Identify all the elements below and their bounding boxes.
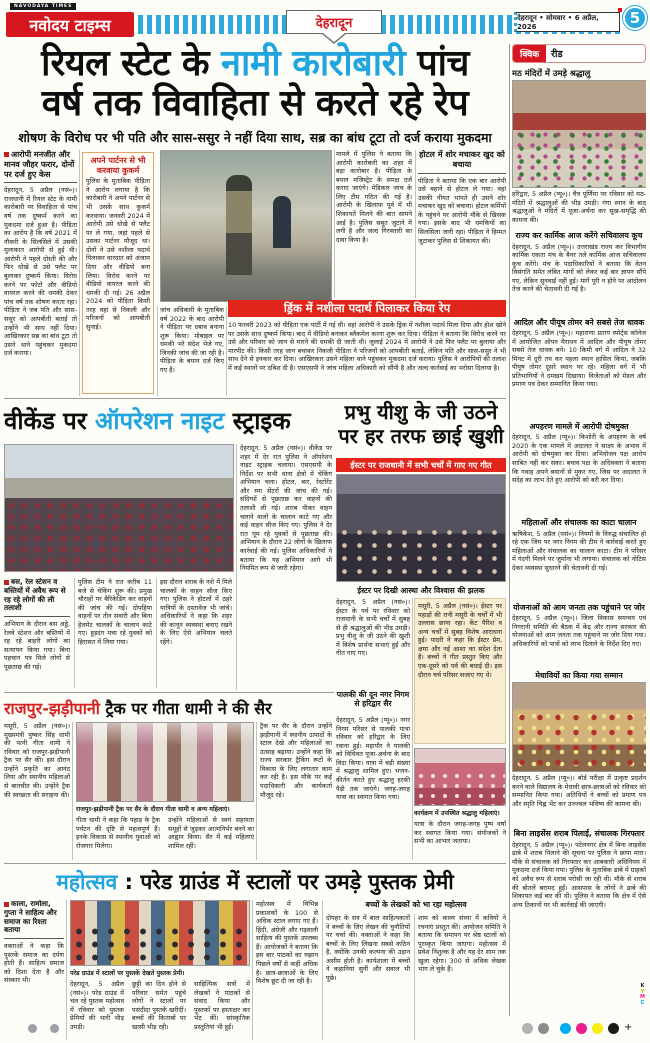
cmyk-c: C xyxy=(640,999,645,1006)
mahotsav-photo xyxy=(70,900,250,966)
printer-mark-black xyxy=(608,1023,619,1034)
rajpur-headline xyxy=(4,697,334,719)
weekend-col3-body: इस दौरान शराब के नशे में मिले चालकों के वाहन सीज किए गए। पुलिस ने होटलों में ठहरे यात्रियों के दस्तावेज भी जांचे। अधिकारियों ने कहा कि शहर की कानून व्यवस्था बनाए रखने के लिए ऐसे अभियान चलते रहेंगे। xyxy=(160,578,232,647)
box-headline: अपने पार्टनर से भी करवाया कुकर्म xyxy=(90,156,146,175)
quick-item-headline: राज्य कर कार्मिक आज करेंगे सचिवालय कूच xyxy=(515,231,643,241)
congregation-pattern xyxy=(337,526,505,581)
lead-underphoto-body: जांच अधिकारी के मुताबिक वर्ष 2022 के बाद आरोपी ने पीड़िता पर दबाव बनाना शुरू किया। मोबाइल पर धमकी भरे संदेश भेजे गए, जिनकी जांच की जा रही है। पीड़िता के बयान दर्ज किए गए हैं। xyxy=(160,306,224,375)
rajpur-photo-caption: राजपुर-झड़ीपानी ट्रैक पर सैर के दौरान गीता धामी व अन्य महिलाएं। xyxy=(76,806,230,813)
column-rule xyxy=(72,722,73,860)
rajpur-u2-body: उन्होंने महिलाओं से स्वयं सहायता समूहों से जुड़कर आत्मनिर्भर बनने का आह्वान किया। सैर में कई महिलाएं शामिल रहीं। xyxy=(168,816,254,850)
lead-side-body: देहरादून, 5 अप्रैल (नसं०)। राजधानी में रियल स्टेट के नामी कारोबारी पर विवाहिता से पांच वर्ष तक दुष्कर्म करने का मुकदमा दर्ज हुआ है। पीड़िता का आरोप है कि वर्ष 2021 में नौकरी के सिलसिले में उसकी मुलाकात आरोपी से हुई थी। आरोपी ने पहले दोस्ती की और फिर धोखे से उसे फ्लैट पर बुलाकर दुष्कर्म किया। विरोध करने पर फोटो और वीडियो वायरल करने की धमकी देकर पांच वर्ष तक शोषण करता रहा। पीड़िता ने जब पति और सास-ससुर को आपबीती बताई तो उन्होंने भी साथ नहीं दिया। आखिरकार सब्र का बांध टूटा तो उसने थाने पहुंचकर मुकदमा दर्ज कराया। xyxy=(4,186,77,358)
printer-mark-dot xyxy=(538,1023,549,1034)
bullet-icon xyxy=(4,902,9,907)
rajpur-right-body: ट्रैक पर सैर के दौरान उन्होंने झड़ीपानी में स्थानीय उत्पादों के स्टाल देखे और महिलाओं का उत्साह बढ़ाया। उन्होंने कहा कि राज्य सरकार ट्रैकिंग रूटों के विकास के लिए लगातार काम कर रही है। इस मौके पर कई पदाधिकारी और कार्यकर्ता मौजूद रहे। xyxy=(260,722,332,799)
registration-cross-icon: + xyxy=(624,1022,633,1033)
hotel-body: पीड़िता ने बताया कि एक बार आरोपी उसे बहाने से होटल ले गया। वहां उसकी नीयत भांपते ही उसने शोर मचाकर खुद को बचाया। होटल कर्मियों के पहुंचने पर आरोपी मौके से खिसक गया। इसके बाद भी धमकियों का सिलसिला जारी रहा। पीड़िता ने हिम्मत जुटाकर पुलिस से शिकायत की। xyxy=(418,176,506,245)
column-rule xyxy=(252,900,253,1040)
quick-lead-body: हरिद्वार, 5 अप्रैल (प्यू०)। चैत्र पूर्णिमा पर रविवार को मठ-मंदिरों में श्रद्धालुओं की भीड़ उमड़ी। गंगा स्नान के बाद श्रद्धालुओं ने मंदिरों में पूजा-अर्चना कर सुख-समृद्धि की कामना की। xyxy=(512,190,646,224)
person-figure xyxy=(273,196,291,248)
lead-subhead: शोषण के विरोध पर भी पति और सास-ससुर ने नहीं दिया साथ, सब्र का बांध टूटा तो दर्ज कराया मुकदमा xyxy=(18,130,492,145)
hotel-subhead: होटल में शोर मचाकर खुद को बचाया xyxy=(419,150,505,169)
rajpur-u1-body: गीता धामी ने कहा कि पहाड़ के ट्रैक पर्यटन की दृष्टि से महत्वपूर्ण हैं। इनके विकास से स्थानीय युवाओं को रोजगार मिलेगा। xyxy=(76,816,160,850)
printer-mark-dot xyxy=(50,1024,59,1033)
visitors-pattern xyxy=(71,925,249,965)
quick-item-body: देहरादून, 5 अप्रैल (प्यू०)। किशोरी के अपहरण के वर्ष 2020 के एक मामले में अदालत ने साक्ष्य के अभाव में आरोपी को दोषमुक्त कर दिया। अभियोजन पक्ष आरोप साबित नहीं कर सका। बचाव पक्ष के अधिवक्ता ने बताया कि गवाह अपने बयानों से मुकर गए, जिस पर अदालत ने संदेह का लाभ देते हुए आरोपी को बरी कर दिया। xyxy=(512,433,646,485)
awardees-pattern xyxy=(513,710,646,772)
weekend-side-headline: बस, रेल स्टेशन व बस्तियों में अवैध रूप से रह रहे लोगों की ली तलाशी xyxy=(4,578,66,613)
quick-item-body: देहरादून, 5 अप्रैल (प्यू०)। महाराणा प्रताप स्पोर्ट्स कॉलेज में आयोजित ओपन मैराथन में आदिल और पीयूष तोमर सबसे तेज धावक बने। 10 किमी वर्ग में आदिल ने 32 मिनट में दूरी तय कर पहला स्थान हासिल किया, जबकि पीयूष तोमर दूसरे स्थान पर रहे। महिला वर्ग में भी प्रतिभागियों ने दमखम दिखाया। विजेताओं को मेडल और प्रमाण पत्र देकर सम्मानित किया गया। xyxy=(512,328,646,389)
red-square-icon xyxy=(618,8,622,12)
edition-tab-pointer-fill xyxy=(323,33,345,42)
column-rule xyxy=(414,914,415,1040)
easter-headline xyxy=(336,400,506,448)
mahotsav-headline-highlight: महोत्सव xyxy=(56,870,118,894)
box-body: पुलिस के मुताबिक पीड़िता ने आरोप लगाया है कि कारोबारी ने अपने पार्टनर से भी उसके साथ कुकर्म करवाया। जनवरी 2024 में आरोपी उसे धोखे से फ्लैट पर ले गया, जहां पहले से उसका पार्टनर मौजूद था। दोनों ने उसे नशीला पदार्थ पिलाकर वारदात को अंजाम दिया और वीडियो बना लिया। विरोध करने पर वीडियो वायरल करने की धमकी दी गई। 26 अप्रैल 2024 को पीड़िता किसी तरह वहां से निकली और परिजनों को आपबीती सुनाई। xyxy=(86,177,150,332)
mahotsav-c2-body: शाम को काव्य संध्या में कवियों ने रचनाएं प्रस्तुत कीं। आयोजन समिति ने बताया कि समापन पर श्रेष्ठ स्टालों को पुरस्कृत किया जाएगा। महोत्सव में प्रवेश निशुल्क है और यह देर शाम तक खुला रहेगा। 300 से अधिक लेखक भाग ले चुके हैं। xyxy=(418,914,506,974)
quick-lead-headline: मठ मंदिरों में उमड़े श्रद्धालु xyxy=(512,68,591,78)
easter-headline-line1: प्रभु यीशु के जी उठने xyxy=(344,400,498,424)
rajpur-col1-body: मसूरी, 5 अप्रैल (नसं०)। मुख्यमंत्री पुष्कर सिंह धामी की पत्नी गीता धामी ने रविवार को राजपुर-झड़ीपानी ट्रैक पर सैर की। इस दौरान उन्होंने प्रकृति का आनंद लिया और स्थानीय महिलाओं से बातचीत की। उन्होंने ट्रैक की स्वच्छता की सराहना की। xyxy=(4,722,70,799)
easter-photo-caption: कार्यक्रम में उपस्थित श्रद्धालु महिलाएं। xyxy=(414,810,500,817)
lead-headline-line2: वर्ष तक विवाहिता से करते रहे रेप xyxy=(41,83,469,125)
lead-headline-part1: रियल स्टेट के xyxy=(41,43,222,84)
section-divider xyxy=(4,863,506,864)
quick-item-headline: योजनाओं को आम जनता तक पहुंचाने पर जोर xyxy=(513,602,645,612)
quick-item-body: देहरादून, 5 अप्रैल (प्यू०)। पटेलनगर क्षेत्र में बिना लाइसेंस ढाबे में शराब पिलाने की सूचना पर पुलिस ने छापा मारा। मौके से संचालक को गिरफ्तार कर आबकारी अधिनियम में मुकदमा दर्ज किया गया। पुलिस के मुताबिक ढाबे में ग्राहकों को अवैध रूप से शराब परोसी जा रही थी। मौके से शराब की बोतलें बरामद हुईं। आसपास के लोगों ने ढाबे की शिकायत कई बार की थी। पुलिस ने बताया कि क्षेत्र में ऐसे अन्य ठिकानों पर भी कार्रवाई की जाएगी। xyxy=(512,840,646,909)
easter-small-photo xyxy=(414,748,506,806)
devotees-pattern xyxy=(513,129,646,187)
crowd-pattern xyxy=(5,500,233,571)
printer-mark-yellow xyxy=(592,1023,603,1034)
newspaper-logo: नवोदय टाइम्स xyxy=(6,12,134,37)
photo-highlight xyxy=(77,723,253,746)
rajpur-headline-rest: ट्रैक पर गीता धामी ने की सैर xyxy=(99,699,272,718)
quick-item-body: देहरादून, 5 अप्रैल (प्यू०)। उत्तराखंड राज्य कर विभागीय कार्मिक एकता मंच के बैनर तले कार्मिक आज सचिवालय कूच करेंगे। मंच के पदाधिकारियों ने बताया कि वेतन विसंगति समेत लंबित मांगों को लेकर कई बार ज्ञापन सौंपे गए, लेकिन सुनवाई नहीं हुई। मांगें पूरी न होने पर आंदोलन तेज करने की चेतावनी दी गई है। xyxy=(512,242,646,294)
section-divider xyxy=(4,398,506,399)
lead-headline xyxy=(4,44,506,125)
printer-mark-dot xyxy=(522,1023,533,1034)
quick-read-tag: क्विक xyxy=(513,44,546,63)
quick-item-headline: आदिल और पीयूष तोमर बने सबसे तेज धावक xyxy=(513,317,645,327)
column-rule xyxy=(236,444,237,690)
mahotsav-col2-body: महोत्सव में विभिन्न प्रकाशकों के 100 से अधिक स्टाल लगाए गए हैं। हिंदी, अंग्रेजी और गढ़वाली साहित्य की पुस्तकें उपलब्ध हैं। आयोजकों ने बताया कि इस बार पाठकों का रुझान पिछले वर्षों से कहीं अधिक है। छात्र-छात्राओं के लिए विशेष छूट दी जा रही है। xyxy=(256,900,318,986)
easter-beige-box xyxy=(414,598,506,744)
column-rule xyxy=(74,578,75,688)
quick-read-header xyxy=(512,44,646,63)
easter-box-body: मसूरी, 5 अप्रैल (नसं०)। ईस्टर पर पहाड़ों की रानी मसूरी के चर्चों में भी उल्लास छाया रहा। केंट पैरिश व अन्य चर्चों में सुबह विशेष आराधना हुई। पादरी ने कहा कि ईस्टर प्रेम, क्षमा और नई आशा का संदेश देता है। बच्चों ने गीत प्रस्तुत किए और एक-दूसरे को पर्व की बधाई दी। इस दौरान चर्च परिसर सजाए गए थे। xyxy=(418,602,502,679)
easter-photo xyxy=(336,474,506,582)
easter-headline-line2: पर हर तरफ छाई खुशी xyxy=(338,424,504,448)
palki-body: देहरादून, 5 अप्रैल (प्यू०)। नगर निगम परिसर से पालकी यात्रा रविवार को हरिद्वार के लिए रवाना हुई। महापौर ने पालकी को विधिवत पूजा-अर्चना के बाद विदा किया। यात्रा में बड़ी संख्या में श्रद्धालु शामिल हुए। भजन-कीर्तन करते हुए श्रद्धालु हरकी पैड़ी तक जाएंगे। जगह-जगह यात्रा का स्वागत किया गया। xyxy=(336,716,410,802)
column-rule xyxy=(79,150,80,396)
weekend-side-column xyxy=(4,578,70,688)
sidebar-divider xyxy=(509,44,510,1016)
cmyk-k: K xyxy=(640,983,645,989)
weekend-headline-c: स्ट्राइक xyxy=(224,407,291,435)
mahotsav-left-body: वक्ताओं ने कहा कि पुस्तकें समाज का दर्पण होती हैं। साहित्य समाज को दिशा देता है और संस्कार भी। xyxy=(4,942,64,985)
cmyk-strip xyxy=(640,984,645,1006)
weekend-side-body: अभियान के दौरान बस अड्डे, रेलवे स्टेशन और बस्तियों में रह रहे बाहरी लोगों का सत्यापन किया गया। बिना पहचान पत्र मिले लोगों से पूछताछ की गई। xyxy=(4,620,70,672)
award-photo xyxy=(512,682,646,772)
edition-tab: देहरादून xyxy=(286,10,382,34)
column-rule xyxy=(157,306,158,396)
people-pattern xyxy=(415,771,505,805)
easter-strip-subhead: ईस्टर पर राजधानी में सभी चर्चों में गाए गए गीत xyxy=(336,458,506,472)
lead-col4-body: मामले में पुलिस ने बताया कि आरोपी कारोबारी का शहर में बड़ा कारोबार है। पीड़िता के बयान मजिस्ट्रेट के समक्ष दर्ज कराए जाएंगे। मेडिकल जांच के लिए टीम गठित की गई है। आरोपी के खिलाफ पूर्व में भी शिकायतें मिलने की बात सामने आई है। पुलिस सबूत जुटाने में लगी है और जल्द गिरफ्तारी का दावा किया है। xyxy=(336,150,412,244)
weekend-photo xyxy=(4,444,234,572)
easter-left-body: देहरादून, 5 अप्रैल (नसं०)। ईस्टर के पर्व पर रविवार को राजधानी के सभी चर्चों में सुबह से ही श्रद्धालुओं की भीड़ उमड़ी। प्रभु यीशु के जी उठने की खुशी में विशेष प्रार्थना सभाएं हुईं और गीत गाए गए। xyxy=(336,598,410,658)
lead-headline-part3: पांच xyxy=(405,43,469,84)
palki-subhead: पालकी की दून नगर निगम से हरिद्वार सैर xyxy=(336,690,410,709)
police-figure xyxy=(226,175,252,275)
lead-photo xyxy=(160,150,332,302)
quick-read-tag2: रीड xyxy=(551,49,563,60)
column-rule xyxy=(156,578,157,688)
mahotsav-u3-body: साहित्यिक सत्रों में लेखकों ने पाठकों से संवाद किया और पुस्तकों पर हस्ताक्षर कर भेंट कीं। सांस्कृतिक प्रस्तुतियां भी हुईं। xyxy=(194,980,250,1031)
lead-headline-highlight: नामी कारोबारी xyxy=(221,43,406,84)
weekend-right-body: देहरादून, 5 अप्रैल (नसं०)। वीकेंड पर शहर में देर रात पुलिस ने ऑपरेशन नाइट स्ट्राइक चलाया। एसएसपी के निर्देश पर सभी थाना क्षेत्रों में चेकिंग अभियान चला। होटल, बार, रेस्टोरेंट और स्पा सेंटरों की जांच की गई। संदिग्धों से पूछताछ कर वाहनों की तलाशी ली गई। शराब पीकर वाहन चलाने वालों के चालान काटे गए और कई वाहन सीज किए गए। पुलिस ने देर रात घूम रहे युवकों से पूछताछ की। अभियान के दौरान 22 लोगों के खिलाफ कार्रवाई की गई। पुलिस अधिकारियों ने बताया कि यह अभियान आगे भी नियमित रूप से जारी रहेगा। xyxy=(240,444,332,573)
column-rule xyxy=(66,900,67,1040)
column-rule xyxy=(415,150,416,298)
quick-item-headline: महिलाओं और संचालक का काटा चालान xyxy=(521,518,637,528)
mahotsav-left-column xyxy=(4,900,64,1040)
drink-banner-body: 10 फरवरी 2023 को पीड़िता एक पार्टी में गई थी। वहां आरोपी ने उसके ड्रिंक में नशीला पदार्थ मिला दिया और होश खोने पर उसके साथ दुष्कर्म किया। बाद में वीडियो बनाकर ब्लैकमेल करना शुरू कर दिया। पीड़िता ने बताया कि विरोध करने पर उसे और परिवार को जान से मारने की धमकी दी जाती थी। जुलाई 2024 में आरोपी ने उसे फिर फ्लैट पर बुलाया और मारपीट की। किसी तरह जान बचाकर निकली पीड़िता ने परिजनों को आपबीती बताई, लेकिन पति और सास-ससुर ने भी साथ देने से इनकार कर दिया। आखिरकार उसने महिला थाने पहुंचकर मुकदमा दर्ज कराया। पुलिस ने आरोपियों की तलाश में कई स्थानों पर दबिश दी है। एसएसपी ने जांच महिला अधिकारी को सौंपी है और जल्द कार्रवाई का भरोसा दिलाया है। xyxy=(228,321,506,372)
printer-mark-dot xyxy=(28,1024,37,1033)
column-rule xyxy=(322,900,323,1040)
quick-read-sidebar xyxy=(512,44,646,1020)
mahotsav-left-headline: काला, रामोला, गुप्ता ने साहित्य और समाज का रिश्ता बताया xyxy=(4,900,57,935)
weekend-col2-body: पुलिस टीम ने रात करीब 11 बजे से चेकिंग शुरू की। प्रमुख चौराहों पर बैरिकेडिंग कर वाहनों की जांच की गई। दोपहिया वाहनों पर तीन सवारी और बिना हेलमेट चालकों के चालान काटे गए। हुड़दंग मचा रहे युवकों को हिरासत में लिया गया। xyxy=(78,578,152,647)
lead-side-headline: आरोपी मनजीत और मानव जौहर फरार, दोनों पर दर्ज हुए केस xyxy=(4,150,75,179)
column-rule xyxy=(412,598,413,860)
mahotsav-headline xyxy=(4,868,506,896)
lead-highlight-box xyxy=(82,152,154,394)
weekend-headline-a: वीकेंड पर xyxy=(4,407,95,435)
brand-top-text: NAVODAYA TIMES xyxy=(10,3,76,10)
dateline: देहरादून • सोमवार • 6 अप्रैल, 2026 xyxy=(514,12,620,32)
mahotsav-center-headline: बच्चों के लेखकों को भा रहा महोत्सव xyxy=(365,900,467,909)
quick-item-body: ऋषिकेश, 5 अप्रैल (पसं०)। नियमों के विरुद्ध संचालित हो रहे एक जिम पर नगर निगम की टीम ने कार्रवाई करते हुए महिलाओं और संचालक का चालान काटा। टीम ने परिसर में गंदगी मिलने पर जुर्माना भी लगाया। संचालक को नोटिस देकर व्यवस्था सुधारने की चेतावनी दी गई। xyxy=(512,529,646,572)
column-rule xyxy=(334,150,335,298)
cmyk-m: M xyxy=(640,994,645,1000)
bullet-icon xyxy=(4,580,9,585)
column-rule xyxy=(226,306,227,396)
quick-item-headline: बिना लाइसेंस शराब पिलाई, संचालक गिरफ्तार xyxy=(513,829,645,839)
temple-photo xyxy=(512,80,646,188)
quick-item-body: देहरादून, 5 अप्रैल (प्यू०)। जिला विकास समन्वय एवं निगरानी समिति की बैठक में केंद्र और राज्य सरकार की योजनाओं को आम जनता तक पहुंचाने पर जोर दिया गया। अधिकारियों को पात्रों को लाभ दिलाने के निर्देश दिए गए। xyxy=(512,613,646,648)
rajpur-photo xyxy=(76,722,254,802)
printer-mark-magenta xyxy=(576,1023,587,1034)
lead-left-column xyxy=(4,150,77,396)
section-divider xyxy=(4,692,334,693)
cmyk-y: Y xyxy=(640,988,645,995)
drink-banner-headline: ड्रिंक में नशीला पदार्थ पिलाकर किया रेप xyxy=(228,300,506,317)
page-number: 5 xyxy=(623,6,647,30)
mahotsav-c1-body: दोपहर के सत्र में बाल साहित्यकारों ने बच्चों के लिए लेखन की चुनौतियों पर चर्चा की। वक्ताओं ने कहा कि बच्चों के लिए लिखना सबसे कठिन है, क्योंकि उनकी कल्पना की उड़ान असीम होती है। कार्यशाला में बच्चों ने कहानियां सुनीं और सवाल भी पूछे। xyxy=(326,914,410,983)
mahotsav-u1-body: देहरादून, 5 अप्रैल (नसं०)। परेड ग्राउंड में चल रहे पुस्तक महोत्सव में रविवार को पुस्तक प्रेमियों की भारी भीड़ उमड़ी। xyxy=(70,980,124,1031)
quick-item-body: देहरादून, 5 अप्रैल (प्यू०)। बोर्ड परीक्षा में उत्कृष्ट प्रदर्शन करने वाले विद्यालय के मेधावी छात्र-छात्राओं को रविवार को सम्मानित किया गया। अतिथियों ने बच्चों को प्रमाण पत्र और स्मृति चिह्न भेंट कर उज्ज्वल भविष्य की कामना की। xyxy=(512,774,646,809)
quick-item-headline: अपहरण मामले में आरोपी दोषमुक्त xyxy=(529,421,629,431)
mahotsav-u2-body: छुट्टी का दिन होने से परिवार समेत पहुंचे लोगों ने स्टालों पर पसंदीदा पुस्तकें खरीदीं। बच्चों की किताबों पर खासी भीड़ रही। xyxy=(132,980,186,1031)
printer-mark-cyan xyxy=(560,1023,571,1034)
quick-item-headline: मेधावियों का किया गया सम्मान xyxy=(535,670,623,680)
easter-subhead: ईस्टर पर दिखी आस्था और विश्वास की झलक xyxy=(357,586,485,595)
column-rule xyxy=(256,722,257,860)
lead-col5 xyxy=(418,150,506,298)
weekend-headline xyxy=(4,404,334,437)
easter-right-body: यात्रा के दौरान जगह-जगह पुष्प वर्षा कर स्वागत किया गया। संयोजकों ने सभी का आभार जताया। xyxy=(414,820,506,846)
bullet-icon xyxy=(4,152,9,157)
mahotsav-headline-rest: : परेड ग्राउंड में स्टालों पर उमड़े पुस्तक प्रेमी xyxy=(117,870,454,894)
weekend-headline-b: ऑपरेशन नाइट xyxy=(95,407,225,435)
mahotsav-photo-caption: परेड ग्राउंड में स्टालों पर पुस्तकें देखते पुस्तक प्रेमी। xyxy=(70,970,185,977)
rajpur-headline-highlight: राजपुर-झड़ीपानी xyxy=(4,699,100,718)
